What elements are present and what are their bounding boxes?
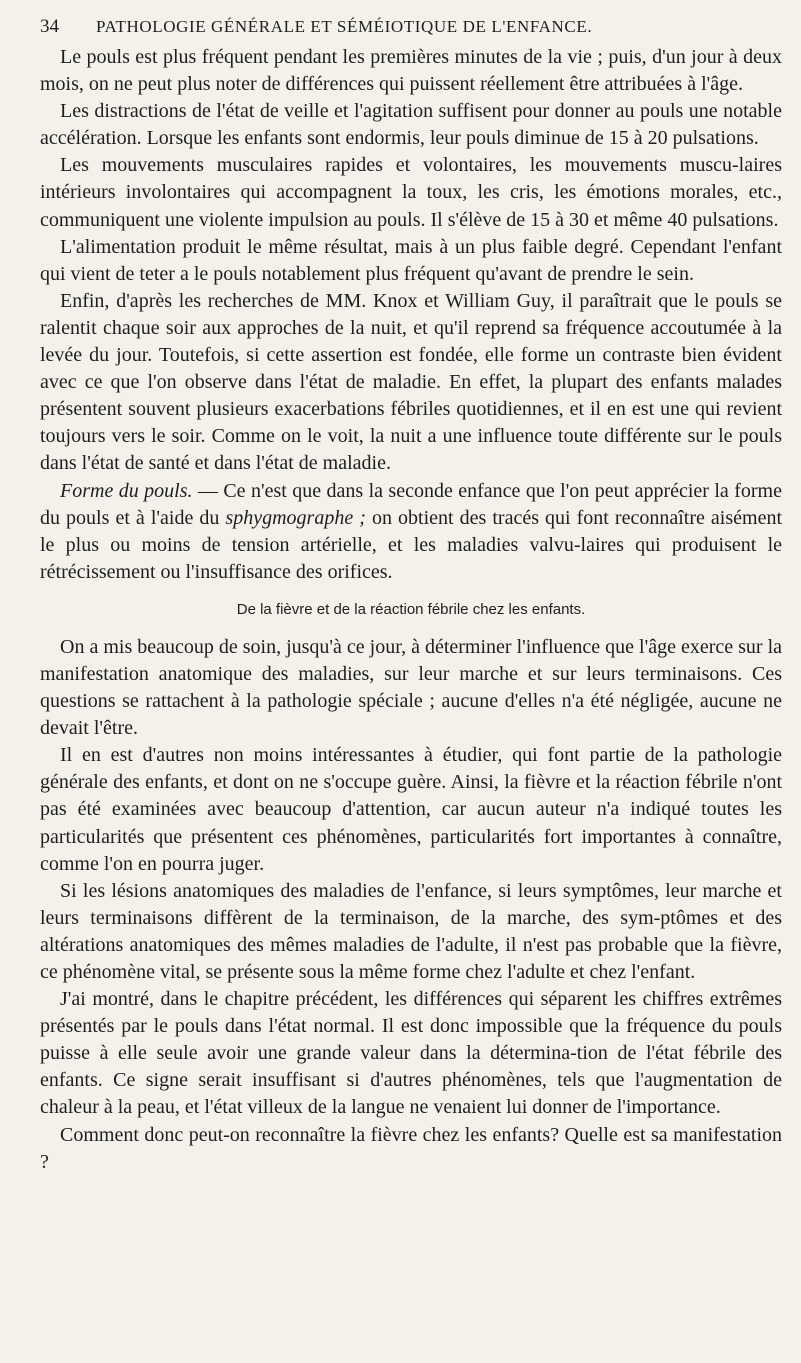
paragraph: L'alimentation produit le même résultat, mais à un plus faible degré. Cependant l'enfant qui vient de teter a le pouls notablement plus fréquent qu'avant de prendre le sein. bbox=[40, 235, 782, 285]
running-head bbox=[40, 16, 785, 36]
paragraph: On a mis beaucoup de soin, jusqu'à ce jour, à déterminer l'influence que l'âge exerce sur la manifestation anatomique des maladies, sur leur marche et sur leurs terminaisons. Ces questions se rattachent à la pathologie spéciale ; aucune d'elles n'a été négligée, aucune ne devait l'être. bbox=[40, 635, 782, 740]
forme-du-pouls-heading: Forme du pouls. bbox=[60, 479, 193, 502]
paragraph: Les distractions de l'état de veille et l'agitation suffisent pour donner au pouls une notable accélération. Lorsque les enfants sont endormis, leur pouls diminue de 15 à 20 pulsations. bbox=[40, 100, 782, 150]
paragraph: Si les lésions anatomiques des maladies de l'enfance, si leurs symptômes, leur marche et leurs terminaisons diffèrent de la terminaison, de la marche, des sym-ptômes et des altérations anatomiques des mêmes maladies de l'adulte, il n'est pas probable que la fièvre, ce phénomène vital, se présente sous la même forme chez l'adulte et chez l'enfant. bbox=[40, 879, 782, 983]
forme-text-before: — Ce n'est que dans la seconde enfance que l'on peut apprécier la forme du pouls et à l'aide du bbox=[40, 479, 782, 529]
paragraph: Le pouls est plus fréquent pendant les premières minutes de la vie ; puis, d'un jour à deux mois, on ne peut plus noter de différences qui puissent réellement être attribuées à l'âge. bbox=[40, 46, 782, 96]
section-title: De la fièvre et de la réaction fébrile chez les enfants. bbox=[236, 600, 586, 618]
paragraph: Il en est d'autres non moins intéressantes à étudier, qui font partie de la pathologie générale des enfants, et dont on ne s'occupe guère. Ainsi, la fièvre et la réaction fébrile n'ont pas été examinées avec beaucoup d'attention, car aucun auteur n'a indiqué toutes les particularités que présentent ces phénomènes, particularités fort importantes à connaître, comme l'on en pourra juger. bbox=[40, 744, 782, 875]
page-number: 34 bbox=[40, 16, 59, 37]
paragraph: J'ai montré, dans le chapitre précédent, les différences qui séparent les chiffres extrêmes présentés par le pouls dans l'état normal. Il est donc impossible que la fréquence du pouls puisse à elle seule avoir une grande valeur dans la détermina-tion de l'état fébrile des enfants. Ce signe serait insuffisant si d'autres phénomènes, tels que l'augmentation de chaleur à la peau, et l'état villeux de la langue ne venaient lui donner de l'importance. bbox=[40, 988, 782, 1119]
paragraph: Enfin, d'après les recherches de MM. Knox et William Guy, il paraîtrait que le pouls se ralentit chaque soir aux approches de la nuit, et qu'il reprend sa fréquence accoutumée à la levée du jour. Toutefois, si cette assertion est fondée, elle forme un contraste bien évident avec ce que l'on observe dans l'état de maladie. En effet, la plupart des enfants malades présentent souvent plusieurs exacerbations fébriles quotidiennes, et il en est une qui revient toujours vers le soir. Comme on le voit, la nuit a une influence toute différente sur le pouls dans l'état de santé et dans l'état de maladie. bbox=[40, 289, 782, 475]
forme-text-after: on obtient des tracés qui font reconnaître aisément le plus ou moins de tension artérielle, et les maladies valvu-laires qui produisent le rétrécissement ou l'insuffisance des orifices. bbox=[40, 506, 782, 583]
paragraph: Les mouvements musculaires rapides et volontaires, les mouvements muscu-laires intérieurs involontaires qui accompagnent la toux, les cris, les émotions morales, etc., communiquent une violente impulsion au pouls. Il s'élève de 15 à 30 et même 40 pulsations. bbox=[40, 154, 782, 231]
running-title: PATHOLOGIE GÉNÉRALE ET SÉMÉIOTIQUE DE L'ENFANCE. bbox=[96, 17, 593, 36]
page-body bbox=[40, 44, 782, 1176]
sphygmographe-term: sphygmographe ; bbox=[225, 506, 366, 529]
paragraph: Comment donc peut-on reconnaître la fièvre chez les enfants? Quelle est sa manifestation ? bbox=[40, 1123, 782, 1173]
forme-du-pouls-paragraph bbox=[40, 478, 782, 586]
